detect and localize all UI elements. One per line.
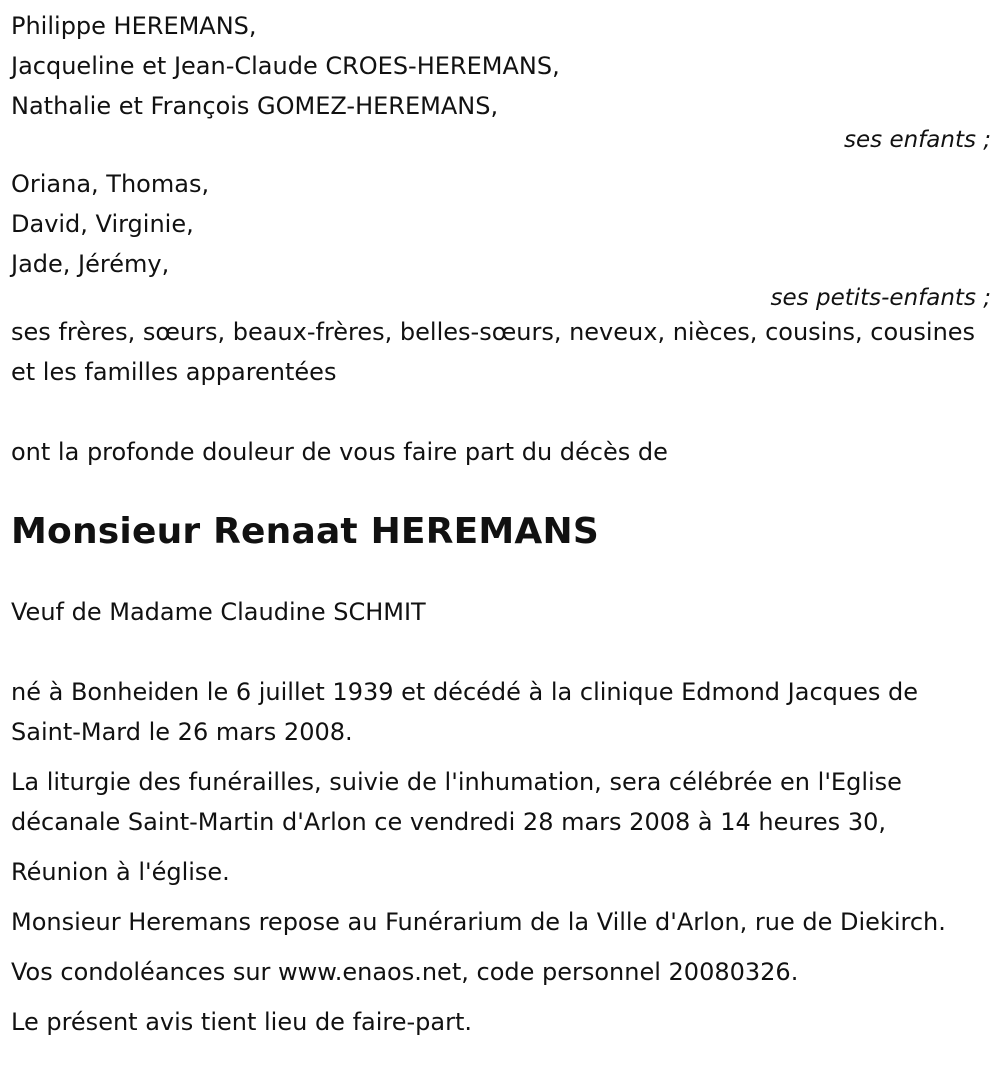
meeting-text: Réunion à l'église. — [11, 858, 230, 886]
repose-paragraph: Monsieur Heremans repose au Funérarium de la Ville d'Arlon, rue de Diekirch. — [11, 908, 946, 936]
widower-text: Veuf de Madame Claudine SCHMIT — [11, 598, 426, 626]
child-name: Philippe HEREMANS, — [11, 12, 257, 40]
grandchild-name: Jade, Jérémy, — [11, 250, 170, 278]
deceased-name-heading: Monsieur Renaat HEREMANS — [11, 511, 599, 552]
birth-death-paragraph: né à Bonheiden le 6 juillet 1939 et décédé à la clinique Edmond Jacques de Saint-Mard le 26 mars 2008. — [11, 678, 918, 746]
condolences-text: Vos condoléances sur www.enaos.net, code personnel 20080326. — [11, 958, 799, 986]
grandchild-name: Oriana, Thomas, — [11, 170, 210, 198]
death-notice — [11, 6, 991, 1042]
notice-note-text: Le présent avis tient lieu de faire-part. — [11, 1008, 473, 1036]
relatives-paragraph: ses frères, sœurs, beaux-frères, belles-sœurs, neveux, nièces, cousins, cousines et les familles apparentées — [11, 318, 976, 386]
liturgy-paragraph: La liturgie des funérailles, suivie de l'inhumation, sera célébrée en l'Eglise décanale Saint-Martin d'Arlon ce vendredi 28 mars 2008 à 14 heures 30, — [11, 768, 902, 836]
grandchildren-role-label: ses petits-enfants ; — [770, 285, 991, 311]
grandchild-name: David, Virginie, — [11, 210, 194, 238]
child-name: Nathalie et François GOMEZ-HEREMANS, — [11, 92, 499, 120]
announcement-text: ont la profonde douleur de vous faire part du décès de — [11, 438, 668, 466]
child-name: Jacqueline et Jean-Claude CROES-HEREMANS, — [11, 52, 560, 80]
children-role-label: ses enfants ; — [844, 127, 991, 153]
